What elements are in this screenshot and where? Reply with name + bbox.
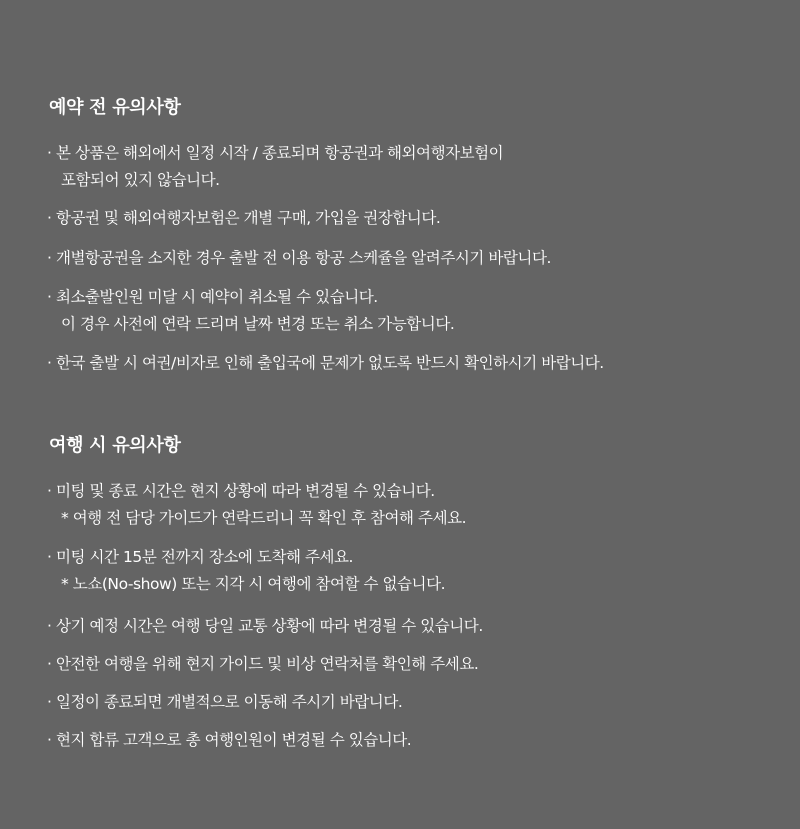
notice-line-continued: 포함되어 있지 않습니다. (61, 171, 220, 189)
notice-line-continued: 이 경우 사전에 연락 드리며 날짜 변경 또는 취소 가능합니다. (61, 315, 455, 333)
notice-item (47, 284, 454, 338)
notice-line: · 항공권 및 해외여행자보험은 개별 구매, 가입을 권장합니다. (47, 209, 441, 227)
notice-line: · 현지 합류 고객으로 총 여행인원이 변경될 수 있습니다. (47, 731, 412, 749)
notice-line: · 미팅 시간 15분 전까지 장소에 도착해 주세요. (47, 548, 354, 566)
notice-line: · 안전한 여행을 위해 현지 가이드 및 비상 연락처를 확인해 주세요. (47, 655, 479, 673)
notice-item (47, 140, 503, 194)
notice-line: · 일정이 종료되면 개별적으로 이동해 주시기 바랍니다. (47, 693, 403, 711)
notice-line: · 상기 예정 시간은 여행 당일 교통 상황에 따라 변경될 수 있습니다. (47, 617, 483, 635)
notice-line: · 한국 출발 시 여권/비자로 인해 출입국에 문제가 없도록 반드시 확인하시기 바랍니다. (47, 354, 604, 372)
notice-line-continued: * 노쇼(No-show) 또는 지각 시 여행에 참여할 수 없습니다. (61, 575, 446, 593)
notice-item (47, 478, 466, 532)
section-title: 여행 시 유의사항 (49, 435, 181, 456)
notice-line: · 개별항공권을 소지한 경우 출발 전 이용 항공 스케쥴을 알려주시기 바랍니다. (47, 249, 551, 267)
notice-line: · 최소출발인원 미달 시 예약이 취소될 수 있습니다. (47, 288, 378, 306)
notice-item (47, 205, 440, 232)
notice-item (47, 350, 604, 377)
notice-item (47, 689, 402, 716)
notice-line: · 본 상품은 해외에서 일정 시작 / 종료되며 항공권과 해외여행자보험이 (47, 144, 504, 162)
notice-item (47, 613, 483, 640)
section-title: 예약 전 유의사항 (49, 97, 181, 118)
notice-item (47, 727, 411, 754)
notice-item (47, 651, 478, 678)
notice-item (47, 544, 445, 598)
notice-item (47, 245, 551, 272)
notice-line-continued: * 여행 전 담당 가이드가 연락드리니 꼭 확인 후 참여해 주세요. (61, 509, 467, 527)
notice-line: · 미팅 및 종료 시간은 현지 상황에 따라 변경될 수 있습니다. (47, 482, 435, 500)
